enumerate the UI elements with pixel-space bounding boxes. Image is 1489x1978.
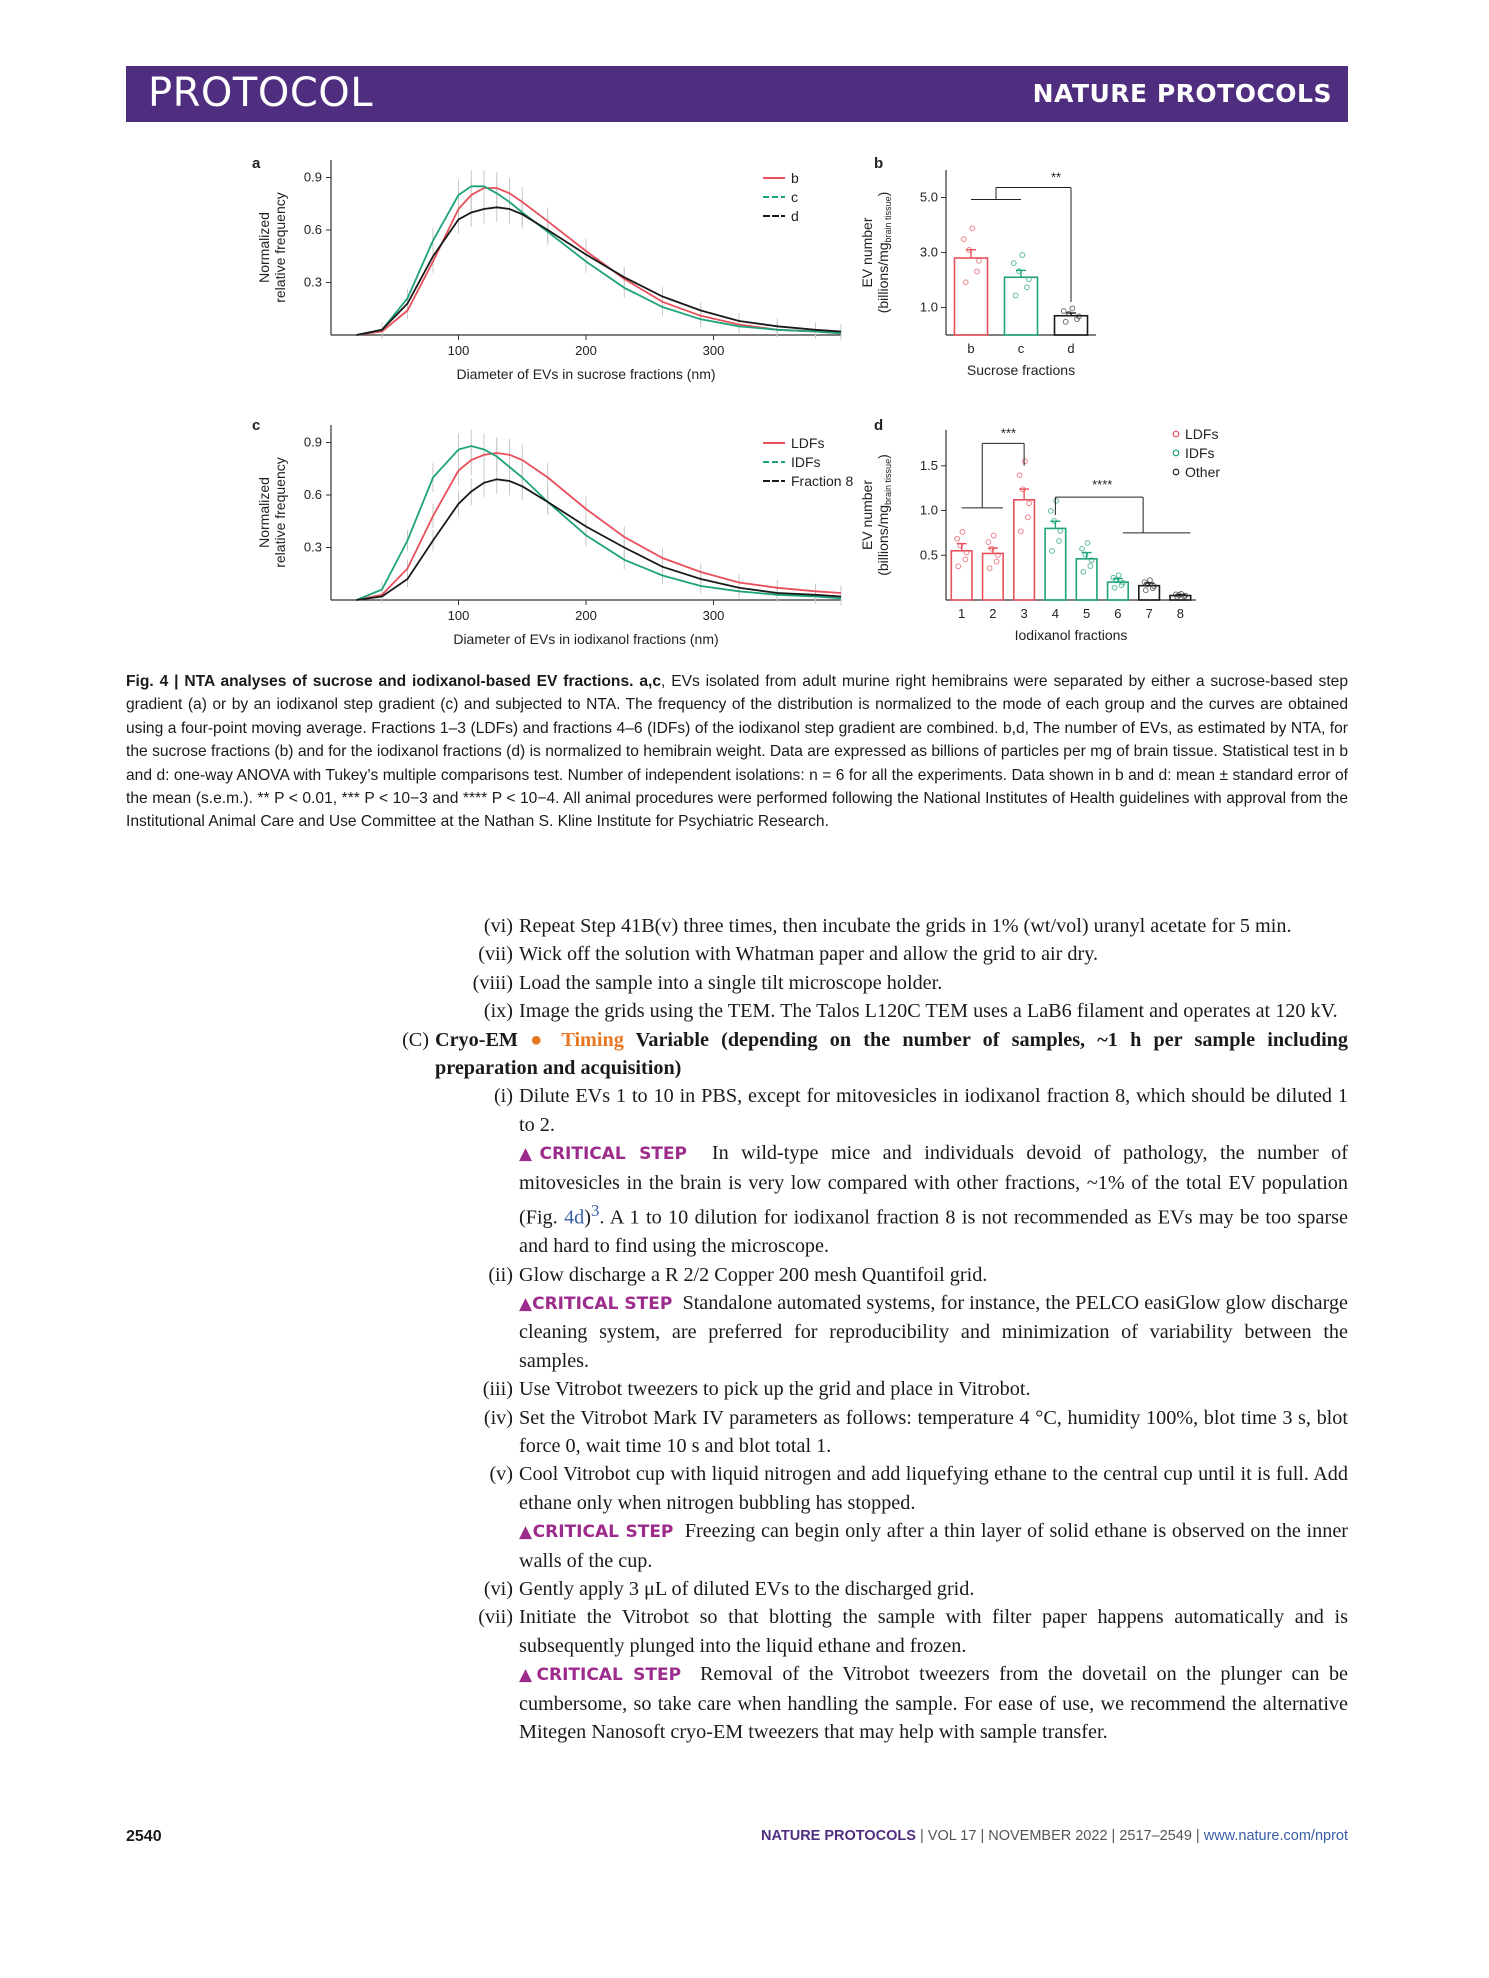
data-point xyxy=(1111,575,1116,580)
data-point xyxy=(963,280,968,285)
x-tick-label: c xyxy=(1017,341,1025,356)
bar-1 xyxy=(951,551,972,600)
critical-text: . A 1 to 10 dilution for iodixanol fraction 8 is not recommended as EVs may be too sparse and hard to find using the microscope. xyxy=(519,1206,1348,1258)
data-point xyxy=(991,533,996,538)
step-text: Gently apply 3 μL of diluted EVs to the discharged grid. xyxy=(519,1578,975,1601)
step-text: Dilute EVs 1 to 10 in PBS, except for mitovesicles in iodixanol fraction 8, which should be diluted 1 to 2. xyxy=(519,1085,1348,1136)
step-c-vii xyxy=(436,1603,1348,1660)
data-point xyxy=(1018,529,1023,534)
bar-6 xyxy=(1108,582,1129,600)
footer-citation xyxy=(761,1828,1348,1844)
y-axis-label: EV number xyxy=(859,217,875,288)
y-label-subscript: brain tissue xyxy=(883,458,893,505)
data-point xyxy=(977,258,982,263)
journal-label: NATURE PROTOCOLS xyxy=(1032,79,1332,108)
y-tick-label: 0.6 xyxy=(303,487,322,502)
step-b-ix xyxy=(436,997,1348,1025)
step-number: (vii) xyxy=(478,1606,513,1629)
data-point xyxy=(963,557,968,562)
step-b-viii xyxy=(436,969,1348,997)
x-tick-label: 6 xyxy=(1114,606,1122,621)
x-axis-label: Diameter of EVs in sucrose fractions (nm) xyxy=(456,366,716,382)
x-tick-label: 200 xyxy=(575,343,597,358)
y-axis-label: Normalized xyxy=(256,212,272,283)
y-axis-label: relative frequency xyxy=(272,457,288,568)
significance-label: *** xyxy=(1000,425,1017,441)
data-point xyxy=(1070,306,1075,311)
caption-text: , EVs isolated from adult murine right hemibrains were separated by either a sucrose-based step gradient (a) or by an iodixanol step gradient (c) and subjected to NTA. The frequency of the distribution is normalized to the mode of each group and the curves are obtained using a four-point moving average. Fractions 1–3 (LDFs) and fractions 4–6 (IDFs) of the iodixanol step gradient are combined. b,d, The number of EVs, as estimated by NTA, for the sucrose fractions (b) and for the iodixanol fractions (d) is normalized to hemibrain weight. Data are expressed as billions of particles per mg of brain tissue. Statistical test in b and d: one-way ANOVA with Tukey’s multiple comparisons test. Number of independent isolations: n = 6 for all the experiments. Data shown in b and d: mean ± standard error of the mean (s.e.m.). ** P < 0.01, *** P < 10−3 and **** P < 10−4. All animal procedures were performed following the National Institutes of Health guidelines with approval from the Institutional Animal Care and Use Committee at the Nathan S. Kline Institute for Psychiatric Research. xyxy=(126,673,1348,831)
step-text: Repeat Step 41B(v) three times, then incubate the grids in 1% (wt/vol) uranyl acetate for 5 min. xyxy=(519,915,1292,937)
bar-2 xyxy=(983,553,1004,600)
panel-label: a xyxy=(252,155,261,172)
y-axis-label: Normalized xyxy=(256,477,272,548)
y-axis-label xyxy=(875,192,893,314)
figure-link[interactable]: 4d xyxy=(564,1206,585,1229)
bar-3 xyxy=(1014,500,1035,600)
y-label-subscript: brain tissue xyxy=(883,196,893,243)
data-point xyxy=(1143,588,1148,593)
reference-link[interactable]: 3 xyxy=(590,1201,600,1221)
step-text: Load the sample into a single tilt microscope holder. xyxy=(519,971,943,994)
y-label-part: ) xyxy=(875,191,891,197)
significance-label: ** xyxy=(1050,169,1062,185)
data-point xyxy=(994,559,999,564)
figure-4 xyxy=(126,140,1348,660)
data-point xyxy=(986,540,991,545)
data-point xyxy=(1017,473,1022,478)
data-point xyxy=(1080,546,1085,551)
step-number: (iii) xyxy=(482,1378,513,1401)
critical-step-label: ▲CRITICAL STEP xyxy=(519,1294,673,1315)
y-tick-label: 1.5 xyxy=(919,457,938,473)
data-point xyxy=(1011,261,1016,266)
step-number: (i) xyxy=(493,1085,513,1108)
figure-caption xyxy=(126,670,1348,834)
bar-b xyxy=(955,258,988,335)
x-axis-label: Sucrose fractions xyxy=(966,362,1076,378)
legend-label: c xyxy=(791,189,798,205)
y-tick-label: 0.3 xyxy=(303,539,322,555)
step-text: Cool Vitrobot cup with liquid nitrogen and add liquefying ethane to the central cup until it is full. Add ethane only when nitrogen bubbling has stopped. xyxy=(519,1463,1348,1514)
bar-4 xyxy=(1045,528,1066,600)
x-tick-label: 3 xyxy=(1020,606,1028,621)
critical-step-label: ▲CRITICAL STEP xyxy=(519,1522,674,1543)
y-tick-label: 1.0 xyxy=(919,299,938,315)
data-point xyxy=(1023,459,1028,464)
x-tick-label: 2 xyxy=(989,606,997,621)
legend-label: Fraction 8 xyxy=(791,473,854,489)
data-point xyxy=(1088,564,1093,569)
critical-step-label: ▲CRITICAL STEP xyxy=(519,1665,682,1686)
bar-d xyxy=(1055,316,1088,335)
x-tick-label: 8 xyxy=(1176,606,1184,621)
y-label-part: (billions/mg xyxy=(875,504,891,576)
footer-journal: NATURE PROTOCOLS xyxy=(761,1828,916,1844)
x-tick-label: 100 xyxy=(447,343,470,358)
critical-step-label: ▲CRITICAL STEP xyxy=(519,1144,687,1165)
critical-step-c-ii xyxy=(436,1289,1348,1375)
data-point xyxy=(956,564,961,569)
step-number: (vi) xyxy=(483,1578,513,1601)
critical-text: Standalone automated systems, for instance, the PELCO easiGlow glow discharge cleaning system, are preferred for reproducibility and minimization of variability between the samples. xyxy=(519,1292,1348,1372)
y-label-part: (billions/mg xyxy=(875,242,891,314)
legend-label: IDFs xyxy=(791,454,821,470)
legend-marker xyxy=(1173,450,1179,456)
x-tick-label: 300 xyxy=(702,608,725,623)
x-tick-label: 200 xyxy=(575,608,597,623)
x-tick-label: 1 xyxy=(958,606,966,621)
step-number: (v) xyxy=(489,1463,513,1486)
caption-title: Fig. 4 | NTA analyses of sucrose and iodixanol-based EV fractions. a,c xyxy=(126,673,661,690)
page-number: 2540 xyxy=(126,1828,162,1845)
critical-text: In wild-type mice and individuals devoid of pathology, the number of mitovesicles in the brain is very low compared with other fractions, ~1% of the total EV population (Fig. xyxy=(519,1142,1348,1229)
significance-label: **** xyxy=(1092,477,1113,493)
timing-text: Variable (depending on the number of samples, ~1 h per sample including preparation and acquisition) xyxy=(435,1028,1349,1080)
data-point xyxy=(975,269,980,274)
step-text: Image the grids using the TEM. The Talos L120C TEM uses a LaB6 filament and operates at 120 kV. xyxy=(519,1000,1338,1023)
data-point xyxy=(1112,585,1117,590)
series-line-ldfs xyxy=(357,453,842,600)
x-tick-label: 7 xyxy=(1145,606,1153,621)
data-point xyxy=(970,226,975,231)
footer-details: | VOL 17 | NOVEMBER 2022 | 2517–2549 | xyxy=(915,1828,1204,1844)
legend-label: b xyxy=(791,170,799,186)
data-point xyxy=(1063,319,1068,324)
data-point xyxy=(1085,541,1090,546)
step-text: Use Vitrobot tweezers to pick up the grid and place in Vitrobot. xyxy=(519,1378,1031,1401)
legend-marker xyxy=(1173,431,1179,437)
y-tick-label: 3.0 xyxy=(919,244,938,260)
x-axis-label: Iodixanol fractions xyxy=(1014,627,1128,643)
x-tick-label: 300 xyxy=(702,343,725,358)
data-point xyxy=(1027,501,1032,506)
step-number: (viii) xyxy=(472,971,513,994)
step-c-iv xyxy=(436,1404,1348,1461)
data-point xyxy=(1058,529,1063,534)
step-c-iii xyxy=(436,1375,1348,1403)
data-point xyxy=(1081,569,1086,574)
step-c-ii xyxy=(436,1261,1348,1289)
section-label: PROTOCOL xyxy=(148,70,374,116)
panel-label: d xyxy=(874,417,884,434)
y-tick-label: 0.9 xyxy=(303,434,322,450)
x-tick-label: 5 xyxy=(1083,606,1091,621)
y-tick-label: 5.0 xyxy=(919,189,938,205)
step-number: (vii) xyxy=(478,943,513,966)
bar-5 xyxy=(1076,559,1097,600)
protocol-steps xyxy=(402,912,1349,1747)
x-tick-label: 4 xyxy=(1051,606,1059,621)
step-c-vi xyxy=(436,1575,1348,1603)
legend-label: IDFs xyxy=(1185,445,1215,461)
step-b-vi xyxy=(436,912,1348,940)
data-point xyxy=(1054,498,1059,503)
critical-text: Removal of the Vitrobot tweezers from the dovetail on the plunger can be cumbersome, so take care when handling the sample. For ease of use, we recommend the alternative Mitegen Nanosoft cryo-EM tweezers that may help with sample transfer. xyxy=(519,1663,1349,1744)
data-point xyxy=(960,529,965,534)
timing-dot-icon: ● xyxy=(530,1028,550,1051)
step-text: Wick off the solution with Whatman paper and allow the grid to air dry. xyxy=(519,943,1099,966)
data-point xyxy=(987,566,992,571)
x-tick-label: b xyxy=(967,341,975,356)
y-tick-label: 0.5 xyxy=(919,547,938,563)
step-number: (ii) xyxy=(488,1263,513,1286)
step-text: Glow discharge a R 2/2 Copper 200 mesh Quantifoil grid. xyxy=(519,1263,988,1286)
y-tick-label: 1.0 xyxy=(919,502,938,518)
x-axis-label: Diameter of EVs in iodixanol fractions (nm) xyxy=(453,631,719,647)
y-tick-label: 0.6 xyxy=(303,222,322,237)
legend-marker xyxy=(1173,469,1179,475)
step-c-i xyxy=(436,1082,1348,1139)
data-point xyxy=(1061,309,1066,314)
step-number: (vi) xyxy=(483,915,513,937)
figure-4-svg xyxy=(126,140,1348,660)
critical-step-c-v xyxy=(436,1517,1348,1575)
data-point xyxy=(1025,515,1030,520)
data-point xyxy=(1050,549,1055,554)
y-label-part: ) xyxy=(875,454,891,459)
data-point xyxy=(1148,578,1153,583)
data-point xyxy=(1020,253,1025,258)
data-point xyxy=(1013,293,1018,298)
y-axis-label: EV number xyxy=(859,479,875,551)
step-number: (iv) xyxy=(483,1406,513,1429)
bar-c xyxy=(1005,277,1038,335)
data-point xyxy=(961,237,966,242)
y-axis-label: relative frequency xyxy=(272,192,288,303)
legend-label: d xyxy=(791,208,799,224)
y-axis-label xyxy=(875,454,893,576)
x-tick-label: 100 xyxy=(447,608,470,623)
legend-label: LDFs xyxy=(1185,426,1219,442)
data-point xyxy=(1116,573,1121,578)
data-point xyxy=(1048,508,1053,513)
panel-label: b xyxy=(874,155,884,172)
legend-label: Other xyxy=(1185,464,1221,480)
footer-url[interactable]: www.nature.com/nprot xyxy=(1203,1828,1348,1844)
panel-label: c xyxy=(252,417,261,434)
y-tick-label: 0.9 xyxy=(303,169,322,185)
series-line-fraction-8 xyxy=(357,479,842,600)
step-c-v xyxy=(436,1460,1348,1517)
x-tick-label: d xyxy=(1067,341,1075,356)
data-point xyxy=(1025,285,1030,290)
section-number: (C) xyxy=(402,1028,429,1051)
y-tick-label: 0.3 xyxy=(303,274,322,290)
step-text: Initiate the Vitrobot so that blotting the sample with filter paper happens automatically and is subsequently plunged into the liquid ethane and frozen. xyxy=(519,1606,1348,1657)
step-b-vii xyxy=(436,940,1348,968)
section-c-heading xyxy=(386,1026,1348,1083)
header-bar xyxy=(126,66,1348,122)
data-point xyxy=(955,536,960,541)
critical-text: Freezing can begin only after a thin layer of solid ethane is observed on the inner walls of the cup. xyxy=(519,1520,1349,1572)
data-point xyxy=(1057,539,1062,544)
section-title: Cryo-EM xyxy=(435,1028,518,1051)
step-text: Set the Vitrobot Mark IV parameters as follows: temperature 4 °C, humidity 100%, blot time 3 s, blot force 0, wait time 10 s and blot total 1. xyxy=(519,1406,1348,1458)
critical-step-c-i: ▲CRITICAL STEP In wild-type mice and individuals devoid of pathology, the number of mitovesicles in the brain is very low compared with other fractions, ~1% of the total EV population (Fig. 4d)$^3$. A 1 to 10 dilution for iodixanol fraction 8 is not recommended as EVs may be too sparse and hard to find using the microscope. xyxy=(519,1142,1348,1258)
legend-label: LDFs xyxy=(791,435,825,451)
step-number: (ix) xyxy=(483,1000,513,1023)
critical-step-c-vii xyxy=(436,1660,1348,1746)
timing-label: Timing xyxy=(561,1028,624,1051)
